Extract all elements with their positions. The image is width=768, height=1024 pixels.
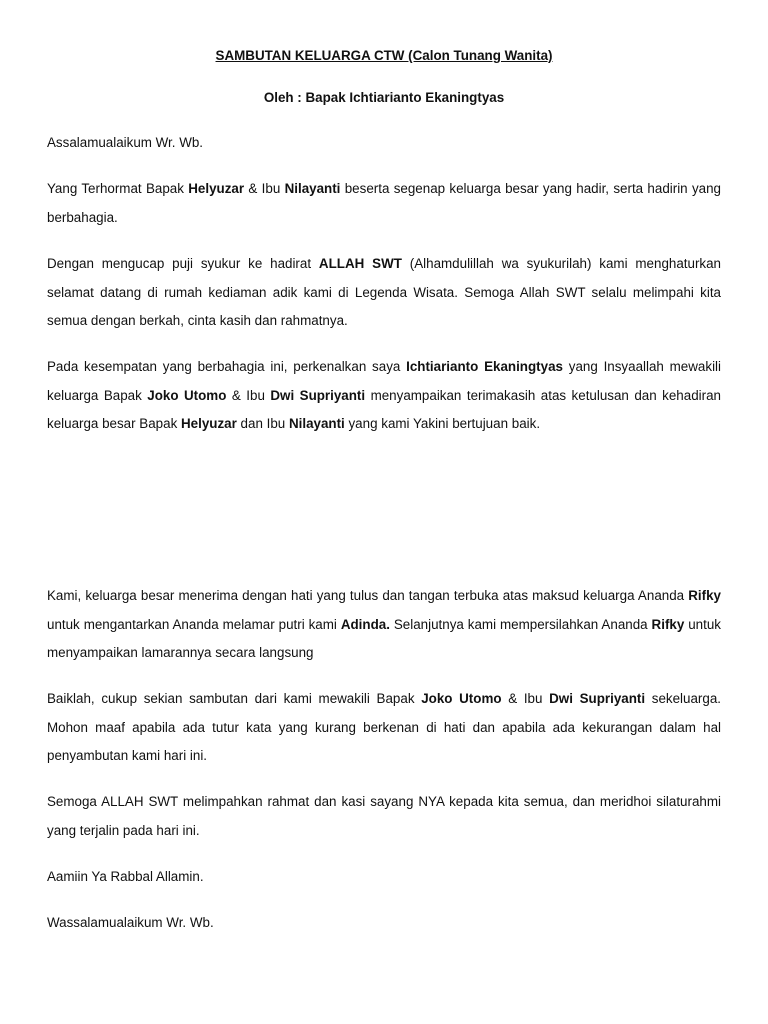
text-run: beserta segenap keluarga besar yang hadir, serta hadirin yang berbahagia. bbox=[47, 181, 721, 225]
document-subtitle: Oleh : Bapak Ichtiarianto Ekaningtyas bbox=[263, 90, 505, 105]
bold-name: Rifky bbox=[688, 588, 721, 603]
bold-name: Ichtiarianto Ekaningtyas bbox=[406, 359, 563, 374]
bold-name: ALLAH SWT bbox=[318, 256, 402, 271]
text-run: untuk menyampaikan lamarannya secara langsung bbox=[47, 616, 721, 661]
text-run: Kami, keluarga besar menerima dengan hati yang tulus dan tangan terbuka atas maksud keluarga Ananda bbox=[47, 588, 689, 603]
bold-name: Helyuzar bbox=[181, 416, 237, 432]
text-run: menyampaikan terimakasih atas ketulusan dan kehadiran keluarga besar Bapak bbox=[47, 387, 721, 432]
bold-name: Joko Utomo bbox=[421, 691, 502, 706]
salutation-paragraph bbox=[47, 175, 721, 232]
acceptance-paragraph bbox=[47, 582, 721, 668]
prayer-paragraph: Semoga ALLAH SWT melimpahkan rahmat dan kasi sayang NYA kepada kita semua, dan meridhoi silaturahmi yang terjalin pada hari ini. bbox=[47, 794, 721, 838]
welcome-paragraph bbox=[47, 250, 721, 336]
greeting-paragraph: Assalamualaikum Wr. Wb. bbox=[47, 135, 204, 150]
bold-name: Helyuzar bbox=[188, 181, 245, 196]
bold-name: Dwi Supriyanti bbox=[270, 387, 366, 403]
text-run: & Ibu bbox=[226, 387, 271, 403]
bold-name: Adinda. bbox=[340, 616, 390, 632]
text-run: yang Insyaallah mewakili keluarga Bapak bbox=[47, 359, 721, 403]
text-run: Pada kesempatan yang berbahagia ini, perkenalkan saya bbox=[47, 359, 407, 374]
bold-name: Joko Utomo bbox=[147, 387, 227, 403]
text-run: Baiklah, cukup sekian sambutan dari kami mewakili Bapak bbox=[47, 691, 422, 706]
text-run: & Ibu bbox=[244, 181, 285, 196]
text-run: Selanjutnya kami mempersilahkan Ananda bbox=[389, 616, 652, 632]
farewell-paragraph: Wassalamualaikum Wr. Wb. bbox=[47, 915, 214, 930]
text-run: Dengan mengucap puji syukur ke hadirat bbox=[47, 256, 319, 271]
text-run: Yang Terhormat Bapak bbox=[47, 181, 189, 196]
bold-name: Rifky bbox=[651, 616, 685, 632]
text-run: dan Ibu bbox=[236, 416, 289, 432]
document-title: SAMBUTAN KELUARGA CTW (Calon Tunang Wanita) bbox=[215, 48, 553, 63]
text-run: sekeluarga. Mohon maaf apabila ada tutur kata yang kurang berkenan di hati dan apabila ada kekurangan dalam hal penyambutan kami hari ini. bbox=[47, 691, 721, 764]
closing-paragraph bbox=[47, 685, 721, 771]
introduction-paragraph bbox=[47, 353, 721, 439]
text-run: untuk mengantarkan Ananda melamar putri kami bbox=[47, 616, 341, 632]
text-run: & Ibu bbox=[501, 691, 550, 706]
bold-name: Dwi Supriyanti bbox=[549, 691, 646, 706]
amen-paragraph: Aamiin Ya Rabbal Allamin. bbox=[47, 869, 204, 884]
bold-name: Nilayanti bbox=[284, 181, 341, 196]
bold-name: Nilayanti bbox=[288, 416, 345, 432]
text-run: yang kami Yakini bertujuan baik. bbox=[344, 416, 541, 432]
text-run: (Alhamdulillah wa syukurilah) kami menghaturkan selamat datang di rumah kediaman adik kami di Legenda Wisata. Semoga Allah SWT selalu melimpahi kita semua dengan berkah, cinta kasih dan rahmatnya. bbox=[47, 256, 722, 329]
